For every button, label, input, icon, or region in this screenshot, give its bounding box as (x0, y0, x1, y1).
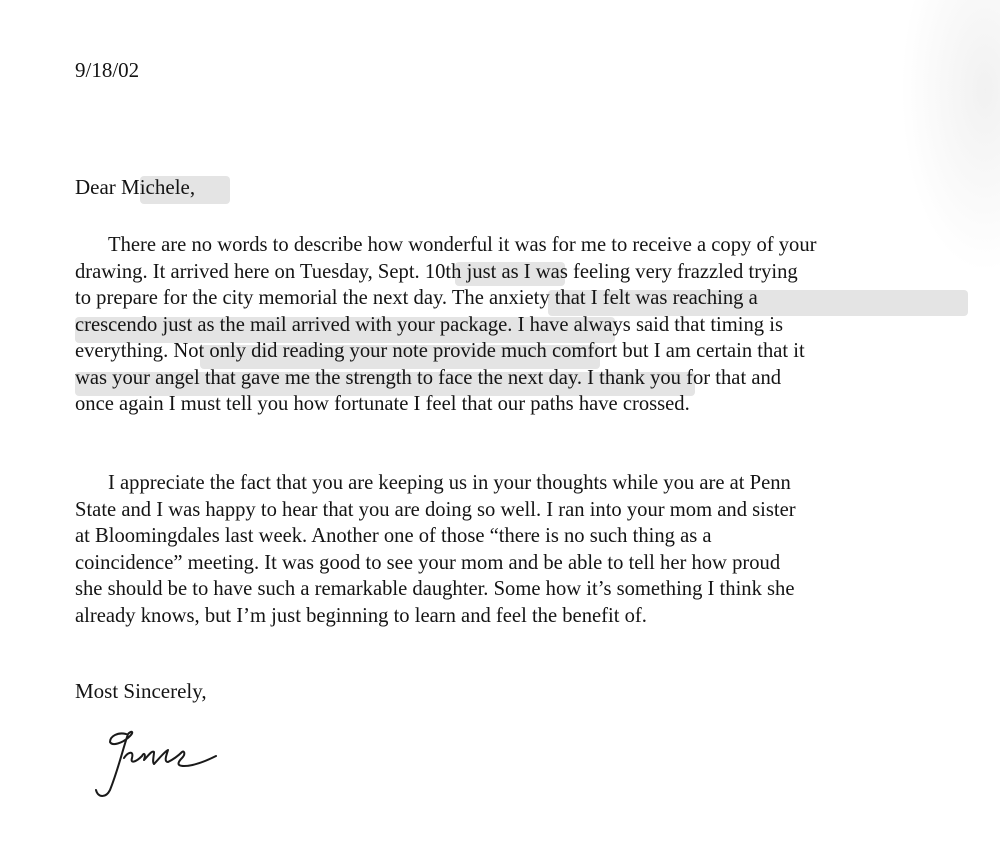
paragraph-line: coincidence” meeting. It was good to see your mom and be able to tell her how proud (75, 551, 781, 574)
paragraph-line: once again I must tell you how fortunate I feel that our paths have crossed. (75, 393, 690, 415)
paragraph-line: already knows, but I’m just beginning to learn and feel the benefit of. (75, 604, 647, 627)
paragraph-line: I appreciate the fact that you are keeping us in your thoughts while you are at Penn (108, 472, 791, 494)
paragraph-line: drawing. It arrived here on Tuesday, Sept. 10th just as I was feeling very frazzled trying (75, 260, 798, 283)
paragraph-line: everything. Not only did reading your note provide much comfort but I am certain that it (75, 340, 805, 362)
paragraph-line: State and I was happy to hear that you are doing so well. I ran into your mom and sister (75, 498, 796, 521)
salutation: Dear Michele, (75, 175, 196, 199)
body-paragraph-2 (75, 470, 990, 629)
closing: Most Sincerely, (75, 679, 207, 703)
paragraph-line: crescendo just as the mail arrived with your package. I have always said that timing is (75, 313, 783, 336)
letter-date: 9/18/02 (75, 58, 140, 82)
body-paragraph-1 (75, 232, 990, 418)
paragraph-line: to prepare for the city memorial the next day. The anxiety that I felt was reaching a (75, 287, 758, 309)
paragraph-line: at Bloomingdales last week. Another one of those “there is no such thing as a (75, 525, 712, 547)
handwritten-signature (88, 712, 228, 807)
paragraph-line: she should be to have such a remarkable daughter. Some how it’s something I think she (75, 578, 795, 600)
paragraph-line: There are no words to describe how wonderful it was for me to receive a copy of your (108, 234, 817, 256)
paragraph-line: was your angel that gave me the strength to face the next day. I thank you for that and (75, 366, 782, 389)
